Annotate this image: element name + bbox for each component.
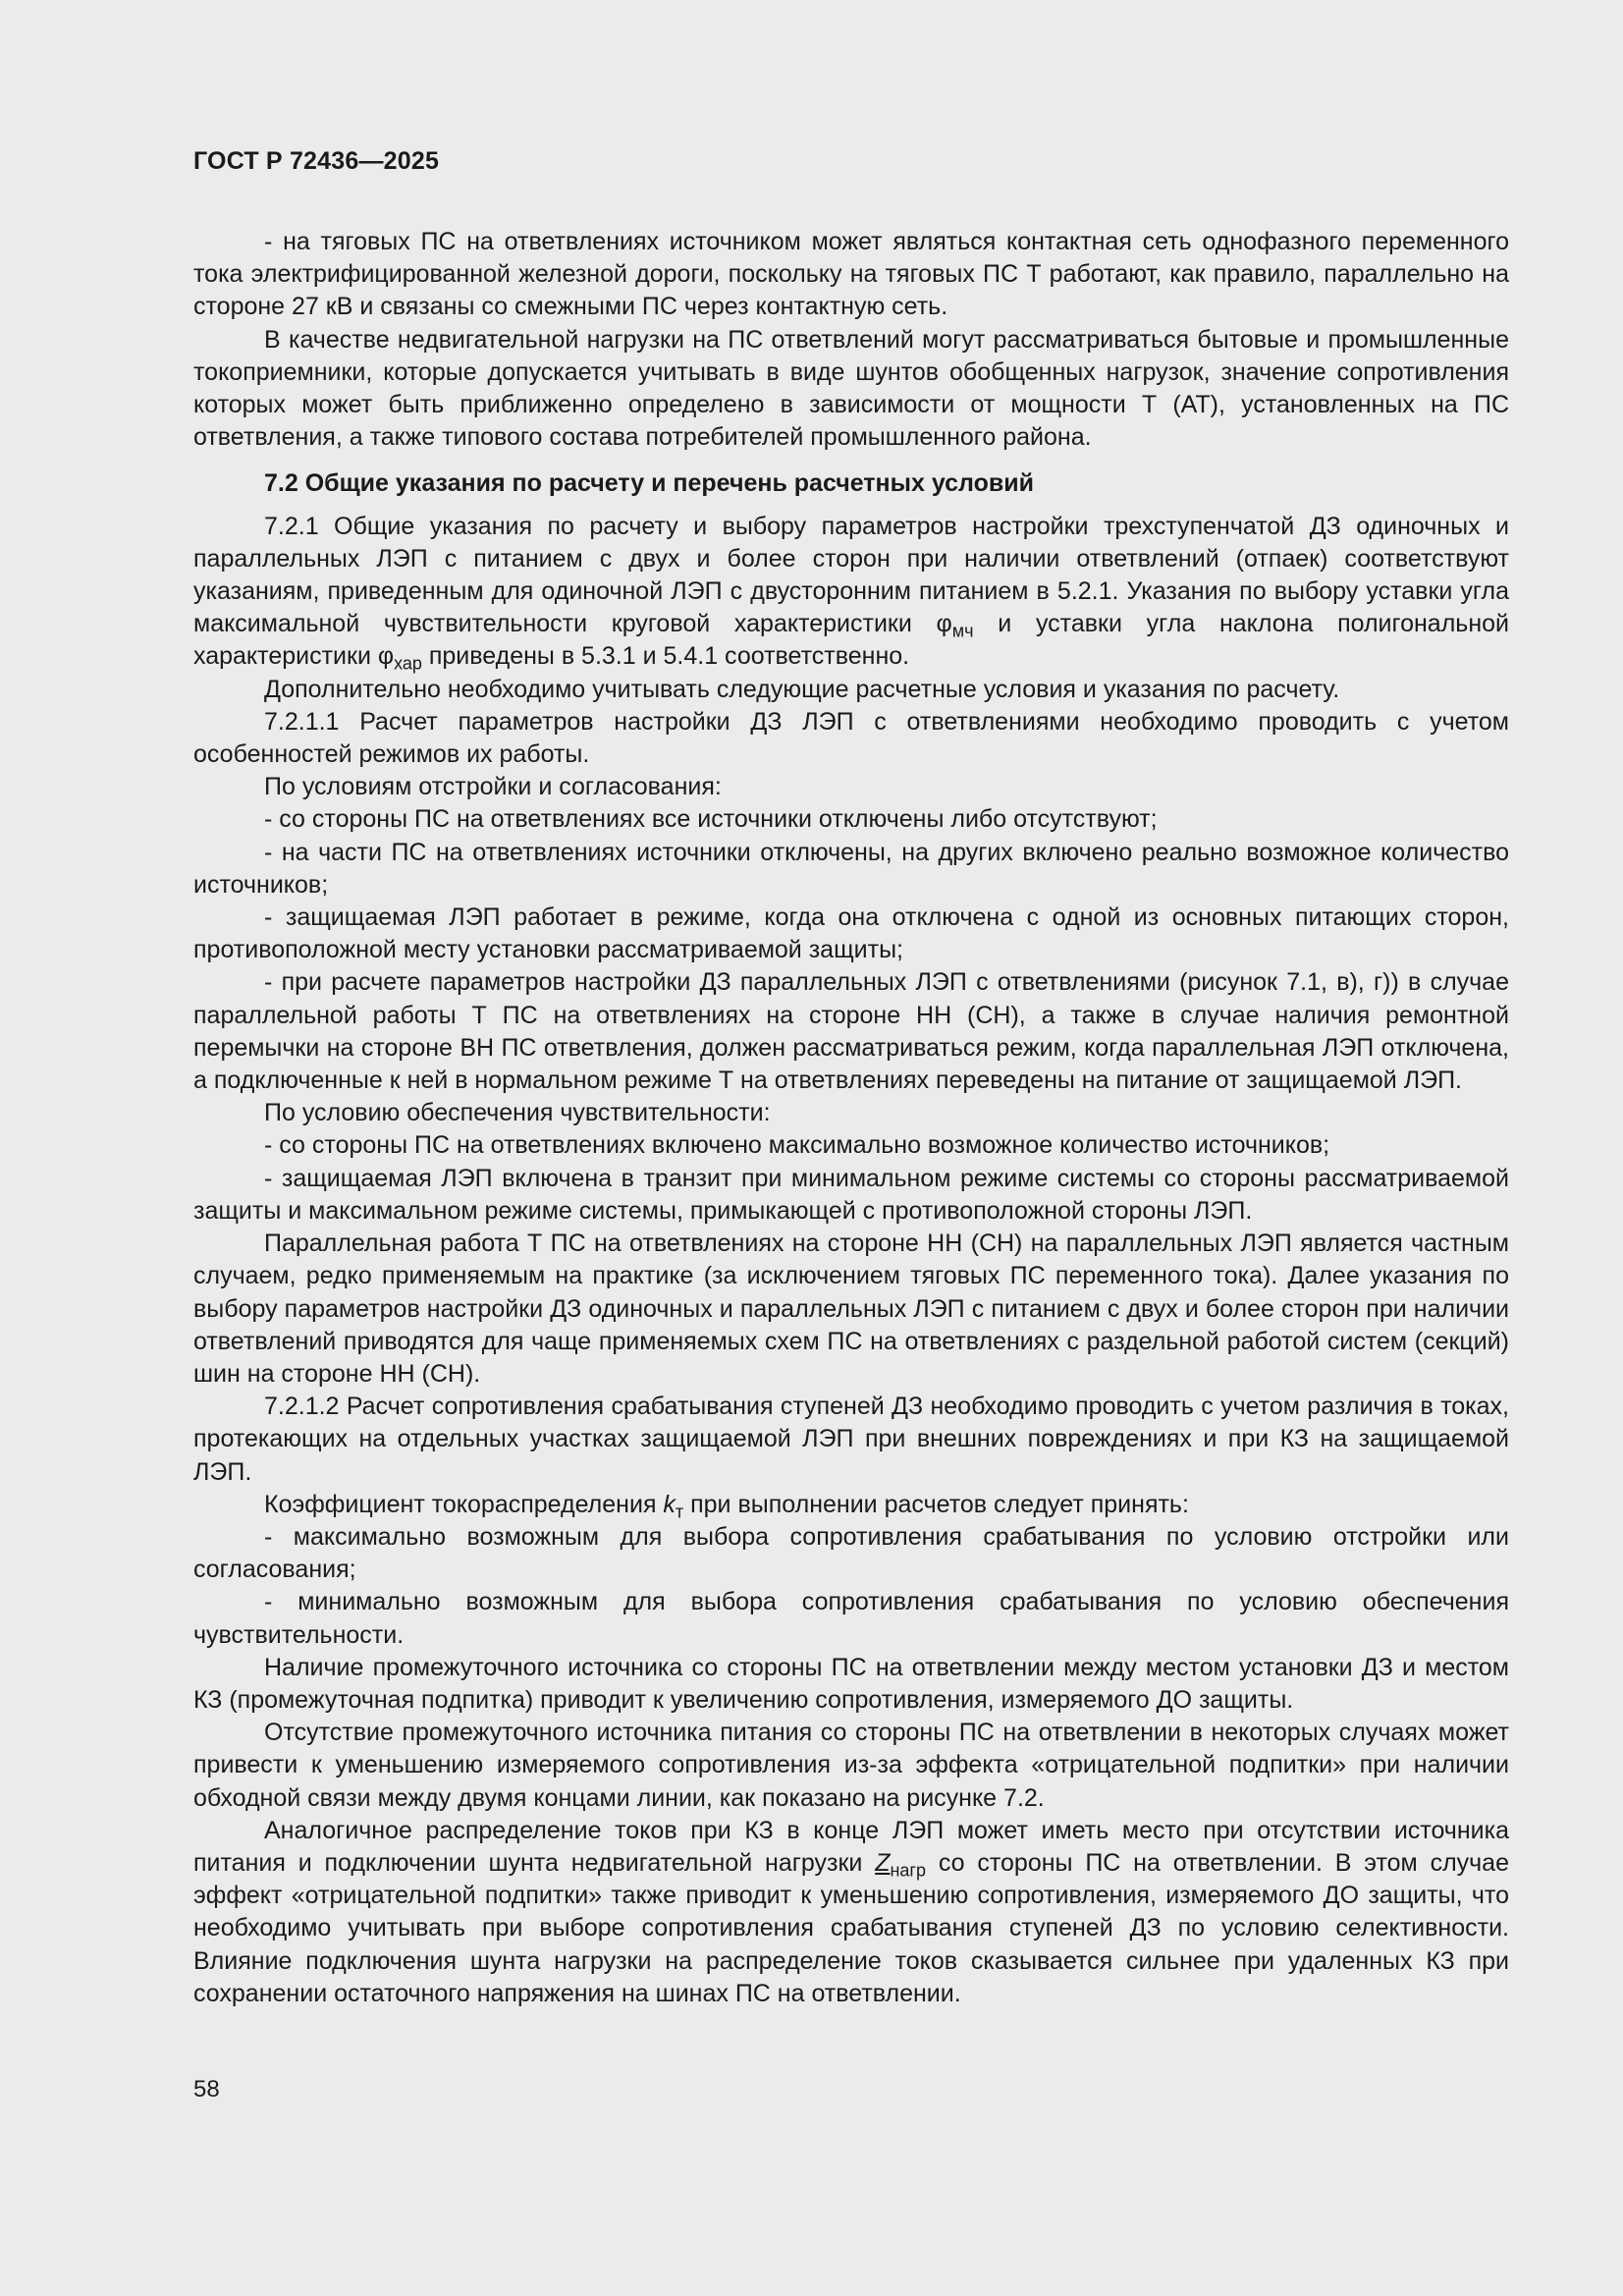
paragraph: Наличие промежуточного источника со стороны ПС на ответвлении между местом установки ДЗ и местом КЗ (промежуточная подпитка) приводит к увеличению сопротивления, измеряемого ДО защиты. (193, 1653, 1509, 1714)
paragraph-text: при выполнении расчетов следует принять: (683, 1490, 1189, 1518)
paragraph: Дополнительно необходимо учитывать следующие расчетные условия и указания по расчету. (264, 675, 1340, 703)
document-body (193, 226, 1509, 2010)
paragraph: Отсутствие промежуточного источника питания со стороны ПС на ответвлении в некоторых случаях может привести к уменьшению измеряемого сопротивления из-за эффекта «отрицательной подпитки» при наличии обходной связи между двумя концами линии, как показано на рисунке 7.2. (193, 1719, 1509, 1812)
paragraph: - на тяговых ПС на ответвлениях источником может являться контактная сеть однофазного переменного тока электрифицированной железной дороги, поскольку на тяговых ПС Т работают, как правило, параллельно на стороне 27 кВ и связаны со смежными ПС через контактную сеть. (193, 228, 1509, 321)
paragraph: В качестве недвигательной нагрузки на ПС ответвлений могут рассматриваться бытовые и промышленные токоприемники, которые допускается учитывать в виде шунтов обобщенных нагрузок, значение сопротивления которых может быть приближенно определено в зависимости от мощности Т (АТ), установленных на ПС ответвления, а также типового состава потребителей промышленного района. (193, 325, 1509, 452)
subscript: т (675, 1502, 684, 1522)
paragraph: По условию обеспечения чувствительности: (264, 1099, 771, 1127)
paragraph (193, 1815, 1509, 2010)
paragraph: По условиям отстройки и согласования: (264, 773, 722, 801)
list-item: - со стороны ПС на ответвлениях все источники отключены либо отсутствуют; (264, 805, 1158, 834)
list-item: - со стороны ПС на ответвлениях включено максимально возможное количество источников; (264, 1131, 1330, 1160)
list-item: - при расчете параметров настройки ДЗ параллельных ЛЭП с ответвлениями (рисунок 7.1, в), г)) в случае параллельной работы Т ПС на ответвлениях на стороне НН (СН), а также в случае наличия ремонтной перемычки на стороне ВН ПС ответвления, должен рассматриваться режим, когда параллельная ЛЭП отключена, а подключенные к ней в нормальном режиме Т на ответвлениях переведены на питание от защищаемой ЛЭП. (193, 968, 1509, 1095)
paragraph (193, 1489, 1509, 1521)
paragraph-text: Аналогичное распределение токов при КЗ в конце ЛЭП может иметь место при отсутствии источника питания и подключении шунта недвигательной нагрузки (193, 1816, 1509, 1877)
paragraph-text: и уставки угла наклона полигональной характеристики φ (193, 610, 1509, 671)
list-item: - защищаемая ЛЭП работает в режиме, когда она отключена с одной из основных питающих сторон, противоположной месту установки рассматриваемой защиты; (193, 903, 1509, 964)
list-item: - минимально возможным для выбора сопротивления срабатывания по условию обеспечения чувствительности. (193, 1588, 1509, 1649)
paragraph: 7.2.1.2 Расчет сопротивления срабатывания ступеней ДЗ необходимо проводить с учетом различия в токах, протекающих на отдельных участках защищаемой ЛЭП при внешних повреждениях и при КЗ на защищаемой ЛЭП. (193, 1393, 1509, 1486)
paragraph-text: Коэффициент токораспределения (264, 1490, 664, 1518)
math-variable: Z (875, 1848, 891, 1877)
list-item: - на части ПС на ответвлениях источники отключены, на других включено реально возможное количество источников; (193, 838, 1509, 899)
subscript: хар (394, 653, 422, 674)
paragraph (193, 511, 1509, 674)
paragraph-text: приведены в 5.3.1 и 5.4.1 соответственно. (421, 642, 910, 671)
page-number: 58 (193, 2076, 220, 2103)
paragraph: 7.2.1.1 Расчет параметров настройки ДЗ ЛЭП с ответвлениями необходимо проводить с учетом особенностей режимов их работы. (193, 707, 1509, 769)
list-item: - защищаемая ЛЭП включена в транзит при минимальном режиме системы со стороны рассматриваемой защиты и максимальном режиме системы, примыкающей с противоположной стороны ЛЭП. (193, 1164, 1509, 1225)
document-code-header: ГОСТ Р 72436—2025 (193, 147, 440, 175)
list-item: - максимально возможным для выбора сопротивления срабатывания по условию отстройки или согласования; (193, 1522, 1509, 1584)
subscript: нагр (890, 1860, 926, 1881)
paragraph-text: 7.2.1 Общие указания по расчету и выбору параметров настройки трехступенчатой ДЗ одиночных и параллельных ЛЭП с питанием с двух и более сторон при наличии ответвлений (отпаек) соответствуют указаниям, приведенным для одиночной ЛЭП с двусторонним питанием в 5.2.1. Указания по выбору уставки угла максимальной чувствительности круговой характеристики φ (193, 512, 1509, 638)
paragraph-text: со стороны ПС на ответвлении. В этом случае эффект «отрицательной подпитки» также приводит к уменьшению сопротивления, измеряемого ДО защиты, что необходимо учитывать при выборе сопротивления срабатывания ступеней ДЗ по условию селективности. Влияние подключения шунта нагрузки на распределение токов сказывается сильнее при удаленных КЗ при сохранении остаточного напряжения на шинах ПС на ответвлении. (193, 1848, 1509, 2007)
math-variable: k (663, 1490, 676, 1518)
section-heading: 7.2 Общие указания по расчету и перечень расчетных условий (264, 469, 1034, 498)
paragraph: Параллельная работа Т ПС на ответвлениях на стороне НН (СН) на параллельных ЛЭП является частным случаем, редко применяемым на практике (за исключением тяговых ПС переменного тока). Далее указания по выбору параметров настройки ДЗ одиночных и параллельных ЛЭП с питанием с двух и более сторон при наличии ответвлений приводятся для чаще применяемых схем ПС на ответвлениях с раздельной работой систем (секций) шин на стороне НН (СН). (193, 1230, 1509, 1388)
subscript: мч (951, 621, 974, 641)
